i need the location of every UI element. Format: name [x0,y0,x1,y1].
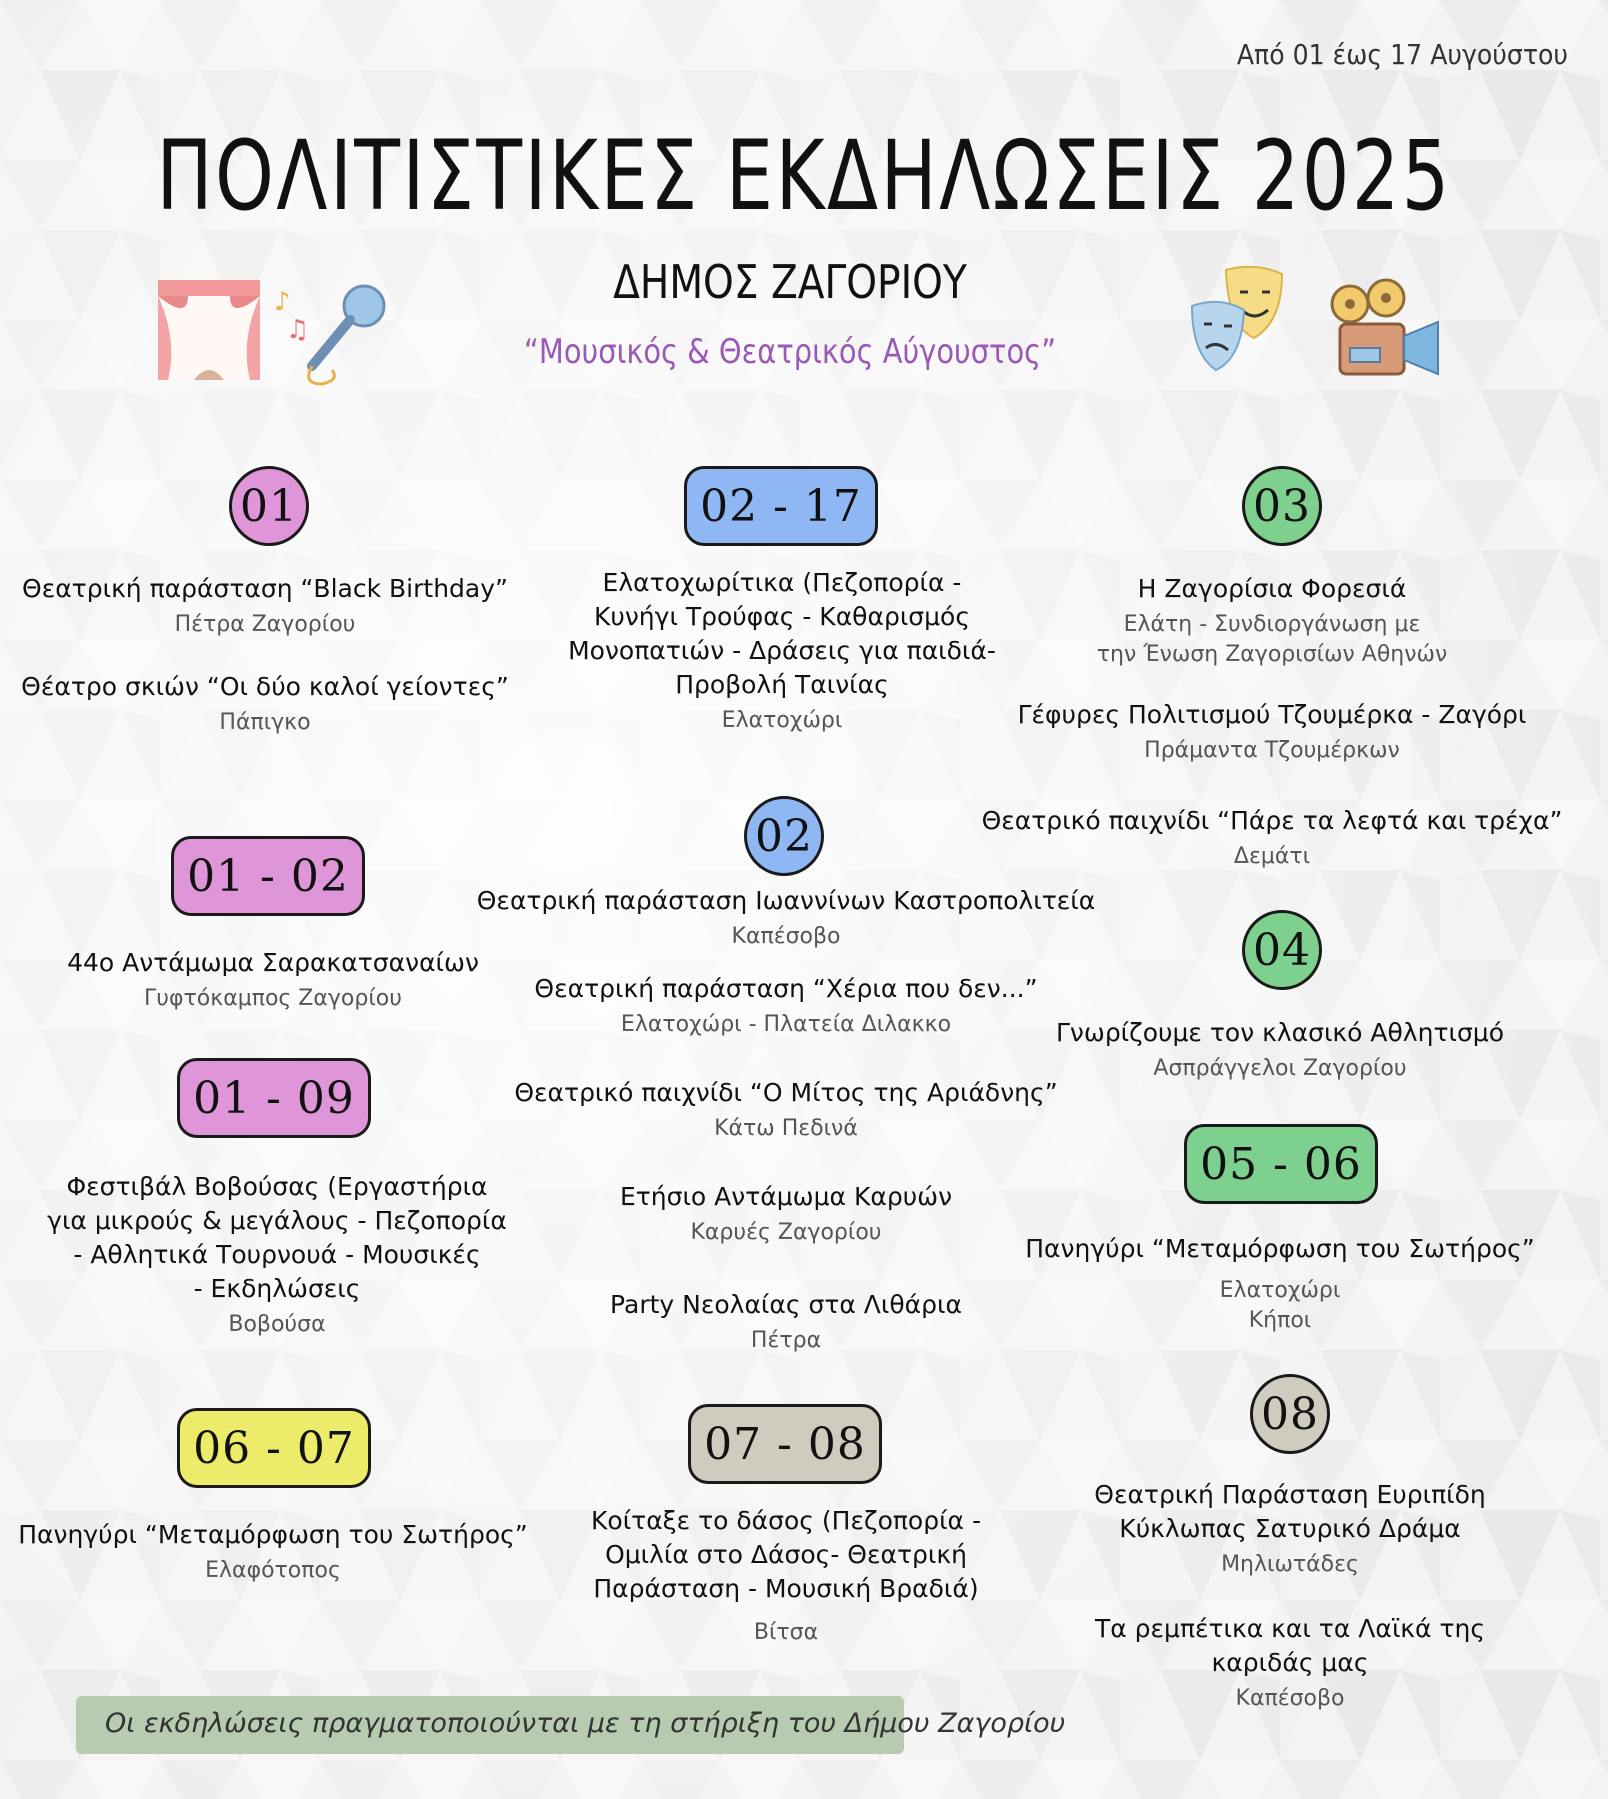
event-place: Καπέσοβο [731,924,841,949]
event-place: Καρυές Ζαγορίου [690,1220,882,1245]
badge-label: 01 [240,480,298,532]
event-place: Βοβούσα [228,1312,326,1337]
event-02-mitos [514,1076,1057,1144]
event-title-line: - Εκδηλώσεις [193,1274,361,1303]
event-title-line: Τα ρεμπέτικα και τα Λαϊκά της [1094,1614,1486,1643]
badge-label: 02 - 17 [700,480,862,532]
date-badge-02 [744,796,824,876]
event-place: Μηλιωτάδες [1221,1552,1359,1577]
event-place: Ελατοχώρι - Πλατεία Διλακκο [620,1012,952,1037]
badge-label: 03 [1253,480,1311,532]
badge-label: 04 [1253,924,1311,976]
theater-masks-icon [1186,262,1312,382]
event-title: Party Νεολαίας στα Λιθάρια [610,1290,962,1319]
event-title: Θεατρική παράσταση “Black Birthday” [22,574,508,603]
footer-text: Οι εκδηλώσεις πραγματοποιούνται με τη στήριξη του Δήμου Ζαγορίου [105,1708,1066,1739]
badge-label: 01 - 09 [193,1072,355,1124]
event-place: Πάπιγκο [219,710,311,735]
date-badge-01-02 [171,836,365,916]
date-badge-02-17 [684,466,878,546]
svg-text:♫: ♫ [286,315,310,345]
svg-text:♪: ♪ [274,287,291,317]
event-place: Βίτσα [753,1620,819,1645]
event-03-gefyres [1018,698,1527,766]
microphone-icon [272,280,390,390]
date-range: Από 01 έως 17 Αυγούστου [1236,38,1568,71]
event-02-kastropoliteia [477,884,1096,952]
event-place: Κάτω Πεδινά [714,1116,858,1141]
event-place: Πέτρα [750,1328,822,1353]
event-title-line: Κοίταξε το δάσος (Πεζοπορία - [591,1506,981,1535]
event-title-line: Φεστιβάλ Βοβούσας (Εργαστήρια [66,1172,488,1201]
event-05-06-panigyri [1025,1232,1535,1336]
event-title: Η Ζαγορίσια Φορεσιά [1137,574,1407,603]
date-badge-08 [1250,1374,1330,1454]
event-title-line: Μονοπατιών - Δράσεις για παιδιά- [568,636,996,665]
event-place: Ελατοχώρι [721,708,843,733]
date-badge-06-07 [177,1408,371,1488]
event-06-07-panigyri [18,1518,528,1586]
badge-label: 02 [755,810,813,862]
event-place: Ασπράγγελοι Ζαγορίου [1153,1056,1407,1081]
event-title: Θεατρικό παιχνίδι “Πάρε τα λεφτά και τρέχα” [981,806,1563,835]
event-08-kyklopas [1094,1478,1485,1580]
event-03-pare-ta-lefta [982,804,1563,872]
event-08-rebetika [1095,1612,1485,1714]
event-02-party [610,1288,962,1356]
event-title: Ετήσιο Αντάμωμα Καρυών [619,1182,953,1211]
event-02-cheria [534,972,1037,1040]
date-badge-05-06 [1184,1124,1378,1204]
event-07-08-forest [591,1504,981,1648]
event-01-02-sarakatsanoi [67,946,479,1014]
event-place: την Ένωση Ζαγορισίων Αθηνών [1096,642,1448,667]
event-title-line: για μικρούς & μεγάλους - Πεζοπορία [47,1206,507,1235]
event-place: Γυφτόκαμπος Ζαγορίου [144,986,402,1011]
date-badge-03 [1242,466,1322,546]
theater-curtain-icon [158,280,260,380]
event-03-forestia [1097,572,1448,670]
event-title-line: Παράσταση - Μουσική Βραδιά) [593,1574,979,1603]
event-01-09-vovousa-festival [47,1170,507,1340]
event-place: Ελατοχώρι [1219,1278,1341,1303]
event-title-line: Κυνήγι Τρούφας - Καθαρισμός [593,602,971,631]
badge-label: 01 - 02 [187,850,349,902]
event-title-line: Προβολή Ταινίας [675,670,889,699]
date-badge-01 [229,466,309,546]
event-title-line: Θεατρική Παράσταση Ευριπίδη [1094,1480,1486,1509]
page-title: ΠΟΛΙΤΙΣΤΙΚΕΣ ΕΚΔΗΛΩΣΕΙΣ 2025 [156,120,1452,232]
date-badge-04 [1242,910,1322,990]
event-title: Πανηγύρι “Μεταμόρφωση του Σωτήρος” [1025,1234,1535,1263]
event-title: Θεατρικό παιχνίδι “Ο Μίτος της Αριάδνης” [514,1078,1058,1107]
badge-label: 05 - 06 [1200,1138,1362,1190]
event-title-line: - Αθλητικά Τουρνουά - Μουσικές [73,1240,481,1269]
event-place: Κήποι [1248,1308,1312,1333]
event-place: Καπέσοβο [1235,1686,1345,1711]
event-place: Πράμαντα Τζουμέρκων [1144,738,1400,763]
film-projector-icon [1326,278,1446,382]
event-title: 44ο Αντάμωμα Σαρακατσαναίων [67,948,479,977]
event-title-line: Ελατοχωρίτικα (Πεζοπορία - [602,568,962,597]
event-02-karyes [620,1180,952,1248]
event-title-line: καριδάς μας [1211,1648,1369,1677]
event-place: Δεμάτι [1233,844,1311,869]
event-01-black-birthday [22,572,508,640]
badge-label: 08 [1261,1388,1319,1440]
badge-label: 06 - 07 [193,1422,355,1474]
event-place: Πέτρα Ζαγορίου [174,612,356,637]
event-04-athletics [1056,1016,1504,1084]
event-02-17-elatochoritika [568,566,996,736]
event-title: Γέφυρες Πολιτισμού Τζουμέρκα - Ζαγόρι [1017,700,1527,729]
badge-label: 07 - 08 [704,1418,866,1470]
event-place: Ελαφότοπος [205,1558,341,1583]
event-title: Θέατρο σκιών “Οι δύο καλοί γείοντες” [21,672,509,701]
event-title: Πανηγύρι “Μεταμόρφωση του Σωτήρος” [18,1520,528,1549]
event-title-line: Κύκλωπας Σατυρικό Δράμα [1119,1514,1461,1543]
date-badge-07-08 [688,1404,882,1484]
municipality-subtitle: ΔΗΜΟΣ ΖΑΓΟΡΙΟΥ [613,255,967,309]
tagline: “Μουσικός & Θεατρικός Αύγουστος” [523,332,1057,372]
event-title: Θεατρική παράσταση Ιωαννίνων Καστροπολιτεία [476,886,1096,915]
event-title: Γνωρίζουμε τον κλασικό Αθλητισμό [1055,1018,1505,1047]
event-01-shadow-theater [21,670,509,738]
event-title-line: Ομιλία στο Δάσος- Θεατρική [605,1540,967,1569]
event-title: Θεατρική παράσταση “Χέρια που δεν...” [534,974,1038,1003]
date-badge-01-09 [177,1058,371,1138]
event-place: Ελάτη - Συνδιοργάνωση με [1123,612,1421,637]
